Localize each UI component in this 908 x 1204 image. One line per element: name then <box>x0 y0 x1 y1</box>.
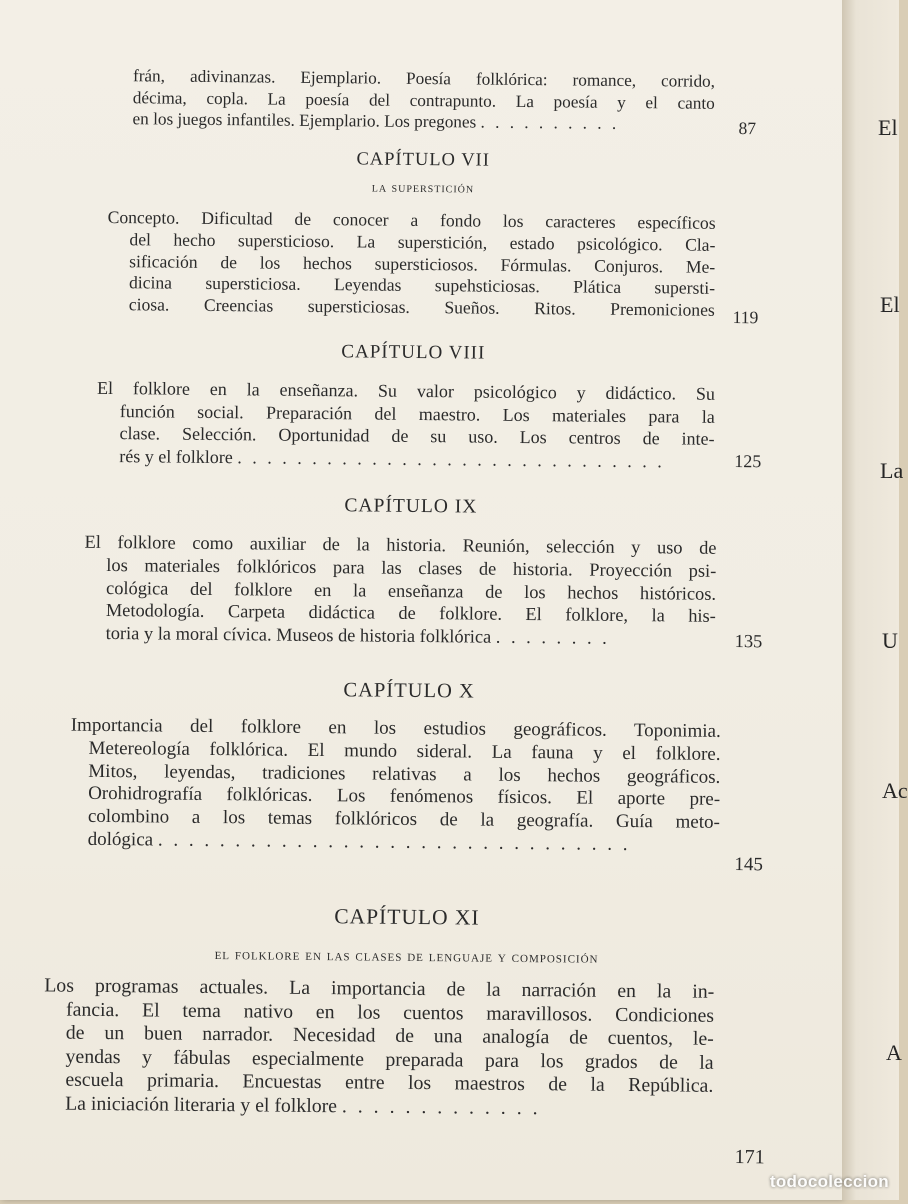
entry-line: Mitos, leyendas, tradiciones relativas a los hechos geográficos. <box>88 760 721 788</box>
entry-line: colombino a los temas folklóricos de la geografía. Guía meto- <box>87 806 720 834</box>
page-number: 145 <box>734 854 764 876</box>
facing-word: A <box>886 1040 902 1065</box>
toc-entry-ch10 <box>70 715 721 858</box>
entry-line: frán, adivinanzas. Ejemplario. Poesía folklórica: romance, corrido, <box>132 66 716 91</box>
entry-line: Importancia del folklore en los estudios geográficos. Toponimia. <box>70 714 721 742</box>
facing-word: La <box>880 458 904 483</box>
toc-entry-cont-vi <box>133 65 716 135</box>
facing-word: U <box>882 628 898 653</box>
entry-line: El folklore como auxiliar de la historia. Reunión, selección y uso de <box>84 531 717 558</box>
entry-line: Concepto. Dificultad de conocer a fondo los caracteres específicos <box>107 206 716 233</box>
entry-line: yendas y fábulas especialmente preparada para los grados de la <box>65 1045 714 1074</box>
chapter-subtitle: el folklore en las clases de lenguaje y composición <box>214 946 599 967</box>
page-number: 135 <box>734 632 763 653</box>
toc-entry-ch8 <box>96 377 715 473</box>
entry-line: dicina supersticiosa. Leyendas supehsticiosas. Plática supersti- <box>128 272 716 299</box>
toc-entry-ch9 <box>84 531 717 651</box>
entry-line: los materiales folklóricos para las clases de historia. Proyección psi- <box>106 554 717 581</box>
facing-word: Ac <box>882 778 908 803</box>
entry-line: El folklore en la enseñanza. Su valor psicológico y didáctico. Su <box>96 377 716 404</box>
facing-word: El <box>878 115 898 140</box>
chapter-title: CAPÍTULO VII <box>356 149 491 171</box>
toc-entry-ch7 <box>107 207 716 322</box>
entry-line: Orohidrografía folklóricas. Los fenómenos físicos. El aporte pre- <box>88 783 721 811</box>
entry-line: cológica del folklore en la enseñanza de los hechos históricos. <box>106 577 717 604</box>
entry-line: La iniciación literaria y el folklore . . . . . . . . . . . . . <box>65 1092 541 1120</box>
chapter-title: CAPÍTULO XI <box>334 904 480 930</box>
facing-page <box>842 0 908 1200</box>
entry-line: ciosa. Creencias supersticiosas. Sueños. Ritos. Premoniciones <box>128 294 715 321</box>
page-number: 125 <box>734 451 762 472</box>
chapter-title: CAPÍTULO IX <box>344 495 478 518</box>
entry-line: de un buen narrador. Necesidad de una analogía de cuentos, le- <box>65 1021 714 1051</box>
chapter-subtitle: la superstición <box>371 180 475 197</box>
entry-line: función social. Preparación del maestro. Los materiales para la <box>119 400 715 427</box>
facing-word: El <box>880 292 900 317</box>
toc-entry-ch11 <box>43 974 714 1122</box>
entry-line: Metereología folklórica. El mundo sideral. La fauna y el folklore. <box>88 737 721 765</box>
entry-line: fancia. El tema nativo en los cuentos maravillosos. Condiciones <box>65 998 715 1027</box>
watermark-logo: todocoleccion <box>769 1172 889 1191</box>
entry-line: décima, copla. La poesía del contrapunto. La poesía y el canto <box>132 87 715 113</box>
chapter-title: CAPÍTULO VIII <box>341 341 486 364</box>
entry-line: clase. Selección. Oportunidad de su uso. Los centros de inte- <box>119 423 715 449</box>
entry-line: del hecho supersticioso. La superstición, estado psicológico. Cla- <box>129 228 716 255</box>
page-number: 87 <box>738 118 757 139</box>
page-number: 171 <box>734 1146 765 1169</box>
entry-line: rés y el folklore . . . . . . . . . . . . . . . . . . . . . . . . . . . . . <box>119 445 665 471</box>
entry-line: sificación de los hechos supersticiosos. Fórmulas. Conjuros. Me- <box>129 250 716 277</box>
page-number: 119 <box>732 306 759 328</box>
entry-line: en los juegos infantiles. Ejemplario. Los pregones . . . . . . . . . . <box>132 109 620 133</box>
chapter-title: CAPÍTULO X <box>343 679 475 703</box>
entry-line: dológica . . . . . . . . . . . . . . . . . . . . . . . . . . . . . . . <box>87 828 631 856</box>
entry-line: toria y la moral cívica. Museos de historia folklórica . . . . . . . . <box>105 623 610 649</box>
entry-line: escuela primaria. Encuestas entre los maestros de la República. <box>65 1068 714 1098</box>
entry-line: Los programas actuales. La importancia de la narración en la in- <box>44 974 715 1003</box>
entry-line: Metodología. Carpeta didáctica de folklore. El folklore, la his- <box>105 600 716 627</box>
